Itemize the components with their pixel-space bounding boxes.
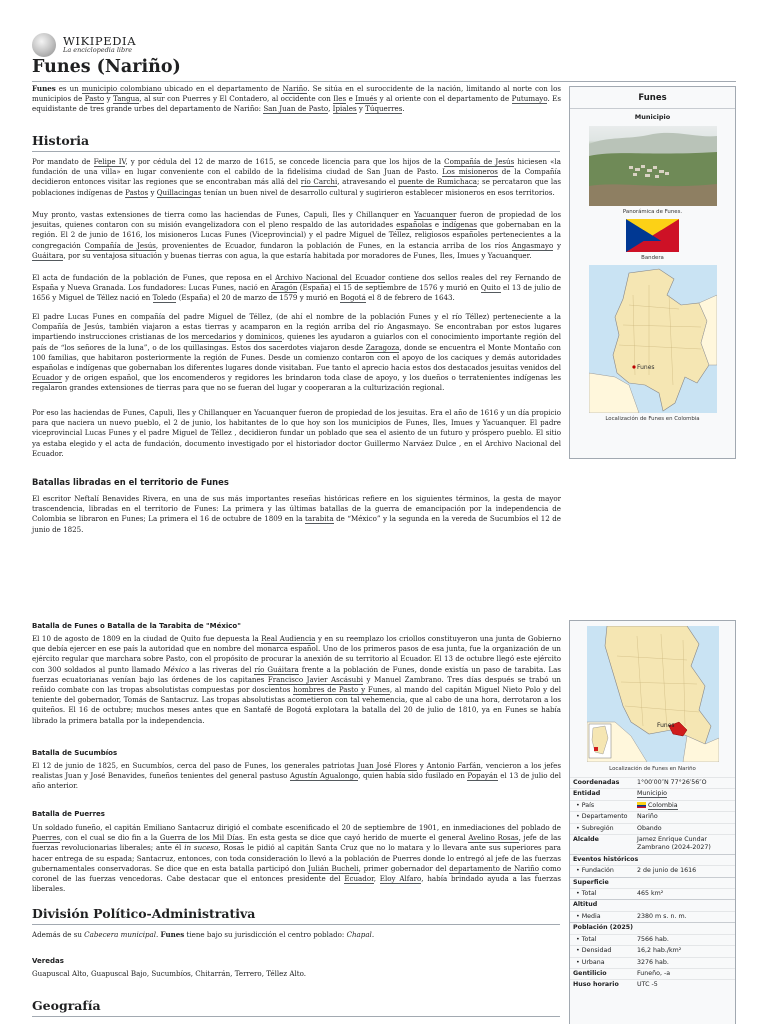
inline-link[interactable]: tarabita xyxy=(305,514,334,524)
inline-link[interactable]: Eloy Alfaro xyxy=(379,874,422,884)
row-poblacion: Población (2025) xyxy=(570,922,735,933)
inline-link[interactable]: río Carchi xyxy=(300,177,338,187)
row-coordenadas: Coordenadas 1°00′00″N 77°26′56″O xyxy=(570,777,735,788)
intro-paragraph: Funes es un municipio colombiano ubicado en el departamento de Nariño. Se sitúa en el suroccidente de la nación, limitando al norte con los municipios de Pasto y Tangua, al sur con Puerres y El Contadero, al occidente con Iles e Imués y al oriente con el departamento de Putumayo. Es equidistante de tres grande urbes del departamento de Nariño: San Juan de Pasto, Ipiales y Túquerres. xyxy=(32,84,561,114)
photo-caption: Panorámica de Funes. xyxy=(622,209,683,215)
row-eventos: Eventos históricos xyxy=(570,854,735,865)
row-altitud: Altitud xyxy=(570,899,735,910)
wikipedia-logo[interactable] xyxy=(32,33,162,55)
colombia-map[interactable] xyxy=(589,265,717,413)
inline-link[interactable]: Agustín Agualongo xyxy=(289,771,359,781)
inline-link[interactable]: Quillacingas xyxy=(156,187,202,197)
inline-link[interactable]: municipio colombiano xyxy=(81,84,162,93)
infobox-top xyxy=(569,86,736,459)
inline-link[interactable]: Antonio Farfán xyxy=(426,761,481,770)
section-puerres-heading: Batalla de Puerres xyxy=(32,810,105,818)
section-tarabita-heading: Batalla de Funes o Batalla de la Tarabita de "México" xyxy=(32,622,241,630)
row-urbana: • Urbana 3276 hab. xyxy=(570,957,735,968)
row-altitud-media: • Media 2380 m s. n. m. xyxy=(570,911,735,922)
inline-link[interactable]: Imués xyxy=(355,94,378,104)
narino-map[interactable] xyxy=(587,626,719,762)
row-huso-horario: Huso horario UTC -5 xyxy=(570,979,735,990)
coordinates-link[interactable]: 1°00′00″N 77°26′56″O xyxy=(637,779,707,786)
flag-triangle xyxy=(626,219,679,252)
historia-paragraph-1: Por mandato de Felipe IV, y por cédula del 12 de marzo de 1615, se concede licencia para que los hijos de la Compañía de Jesús hiciesen «la fundación de una villa» en lugar conveniente con el cabildo de la fidelísima ciudad de San Juan de Pasto. Los misioneros de la Compañía decidieron entonces visitar las regiones que se encontraban más allá del río Carchi, atravesando el puente de Rumichaca; se percataron que las poblaciones indígenas de Pastos y Quillacingas tenían un buen nivel de desarrollo cultural y sugirieron establecer misioneros en esos territorios. xyxy=(32,157,561,197)
row-entidad: Entidad Municipio xyxy=(570,788,735,799)
row-subregion: • Subregión Obando xyxy=(570,823,735,834)
flag-image[interactable] xyxy=(626,219,679,252)
row-alcalde: Alcalde Jamez Enrique Cundar Zambrano (2024-2027) xyxy=(570,834,735,854)
wikipedia-tagline: La enciclopedia libre xyxy=(63,46,133,54)
inline-link[interactable]: españolas xyxy=(396,220,432,230)
section-veredas-heading: Veredas xyxy=(32,957,64,965)
historia-paragraph-5: Por eso las haciendas de Funes, Capuli, Iles y Chillanquer en Yacuanquer fueron de propiedad de los jesuitas. Era el año de 1616 y un día propicio para que naciera un nuevo pueblo, el 2 de junio, los habitantes de lo que hoy son los municipios de Funes, Iles, Imues y Yacuanquer. El padre viceprovincial Lucas Funes y el padre Miguel de Téllez , decidieron fundar un poblado que sea el asiento de un futuro y próspero pueblo. El sitio ya estaba elegido y el acta de fundación, documento investigado por el historiador doctor Guillermo Narváez Dulce , en el Archivo Nacional del Ecuador. xyxy=(32,408,561,458)
historia-paragraph-2: Muy pronto, vastas extensiones de tierra como las haciendas de Funes, Capuli, Iles y Chillanquer en Yacuanquer fueron de propiedad de los jesuitas, quienes contaron con su misión evangelizadora con el pleno respaldo de las autoridades españolas e indígenas que gobernaban en la región. El 2 de junio de 1616, los misioneros Lucas Funes (Viceprovincial) y el padre Miguel de Téllez, religiosos españoles pertenecientes a la congregación Compañía de Jesús, provenientes de Ecuador, fundaron la población de Funes, en la estancia arriba de los ríos Angasmayo y Guáitara, por su ventajosa situación y buenas tierras con agua, la que estaría habitada por moradores de Funes, Iles, Imues y Yacuanquer. xyxy=(32,210,562,260)
inline-link[interactable]: Los misioneros xyxy=(442,167,498,177)
row-densidad: • Densidad 16,2 hab./km² xyxy=(570,945,735,956)
inline-link[interactable]: Compañía de Jesús xyxy=(444,157,515,166)
inline-link[interactable]: Francisco Javier Ascásubi xyxy=(267,674,364,684)
historia-paragraph-3: El acta de fundación de la población de Funes, que reposa en el Archivo Nacional del Ecuador contiene dos sellos reales del rey Fernando de España y Nueva Granada. Los fundadores: Lucas Funes, nació en Aragón (España) el 15 de septiembre de 1576 y murió en Quito el 13 de julio de 1656 y Miguel de Téllez nació en Toledo (España) el 20 de marzo de 1579 y murió en Bogotá el 8 de febrero de 1643. xyxy=(32,273,561,303)
historia-paragraph-4: El padre Lucas Funes en compañía del padre Miguel de Téllez, (de ahí el nombre de la población Funes y el río Téllez) perteneciente a la Compañía de Jesús, también viajaron a estas tierras y acamparon en la región arriba del río Angasmayo. Se encontraban por estos lugares impartiendo instrucciones cristianas de los mercedarios y dominicos, quienes les ayudaron a guiarlos con el conocimiento importante región del país de “los señores de la luna”, o de los quillasingas. Estos dos sacerdotes viajaron desde Zaragoza, donde se encuentra el Monte Montaño con 100 familias, que habitaron posteriormente la región de Funes. Desde un comienzo contaron con el apoyo de los caciques y demás autoridades españolas e indígenas que gobernaban los diferentes lugares donde visitaban. Fue tanto el aprecio hacia estos dos destacados jesuitas venidos del Ecuador y de origen español, que los encomenderos y regidores les brindaron toda clase de apoyo, y los dueños o terratenientes indígenas les regalaron grandes extensiones de tierras para que no se fueran del lugar y cooperaran a la culturización regional. xyxy=(32,312,561,393)
inline-link[interactable]: mercedarios xyxy=(191,332,237,342)
inline-link[interactable]: San Juan de Pasto xyxy=(263,104,329,114)
narino-map-funes-label: Funes xyxy=(656,722,675,729)
entidad-link[interactable]: Municipio xyxy=(637,790,667,798)
section-division-heading: División Político-Administrativa xyxy=(32,906,560,925)
inline-link[interactable]: Felipe IV xyxy=(93,157,126,166)
inline-link[interactable]: Aragón xyxy=(271,283,298,293)
colombia-map-image xyxy=(589,265,717,413)
inline-link[interactable]: Popayán xyxy=(467,771,498,781)
infobox-title: Funes xyxy=(570,87,735,109)
inline-link[interactable]: Compañía de Jesús xyxy=(84,240,156,250)
inline-link[interactable]: Bogotá xyxy=(340,293,366,303)
section-batallas-heading: Batallas libradas en el territorio de Funes xyxy=(32,477,229,487)
wikipedia-wordmark: WIKIPEDIA xyxy=(63,34,137,48)
inline-link[interactable]: Túquerres xyxy=(365,104,403,114)
batallas-paragraph: El escritor Neftalí Benavides Rivera, en una de sus más importantes reseñas históricas refiere en los siguientes términos, la gesta de mayor trascendencia, libradas en el territorio de Funes: La primera y las últimas batallas de la guerra de emancipación por la independencia de Colombia se libraron en Funes; La primera el 16 de octubre de 1809 en la tarabita de “México” y la segunda en la vereda de Sucumbíos el 12 de junio de 1825. xyxy=(32,494,561,534)
inline-link[interactable]: Tangua xyxy=(113,94,140,104)
inline-link[interactable]: Guerra de los Mil Días xyxy=(159,833,243,843)
section-historia-heading: Historia xyxy=(32,133,560,152)
inline-link[interactable]: Nariño xyxy=(282,84,308,93)
panorama-image xyxy=(589,126,717,206)
colombia-map-caption: Localización de Funes en Colombia xyxy=(605,416,700,422)
inline-link[interactable]: Putumayo xyxy=(511,94,548,104)
sucumbios-paragraph: El 12 de junio de 1825, en Sucumbíos, cerca del paso de Funes, los generales patriotas Juan José Flores y Antonio Farfán, vencieron a los jefes realistas Juan y José Benavides, funeños tenientes del general pastuso Agustín Agualongo, quien había sido fusilado en Popayán el 13 de julio del año anterior. xyxy=(32,761,562,791)
inline-link[interactable]: río Guáitara xyxy=(254,664,299,674)
inline-link[interactable]: Pasto xyxy=(84,94,105,104)
page-title: Funes (Nariño) xyxy=(32,57,736,82)
inline-link[interactable]: Toledo xyxy=(152,293,177,303)
infobox-bottom xyxy=(569,620,736,1024)
inline-link[interactable]: Ecuador xyxy=(32,373,63,383)
narino-map-image xyxy=(587,626,719,762)
inline-link[interactable]: departamento de Nariño xyxy=(449,863,540,873)
tarabita-paragraph: El 10 de agosto de 1809 en la ciudad de Quito fue depuesta la Real Audiencia y en su reemplazo los criollos constituyeron una junta de Gobierno que debía ejercer en ese país la autoridad que en nombre del monarca español. Uno de los primeros pasos de esa junta, fue la organización de un ejército regular que marchara sobre Pasto, con el propósito de procurar la anexión de su territorio al Ecuador. El 13 de octubre llegó este ejército con 300 soldados al punto llamado México a las riveras del río Guáitara frente a la población de Funes, donde existía un paso de tarabita. Las fuerzas ecuatorianas venían bajo las órdenes de los capitanes Francisco Javier Ascásubi y Manuel Zambrano. Tres días después se trabó un reñido combate con las tropas absolutistas compuestas por doscientos hombres de Pasto y Funes, al mando del capitán Miguel Nieto Polo y del teniente del gobernador, Tomás de Santacruz. Las tropas absolutistas acometieron con tal vehemencia, que al cabo de una hora, derrotaron a los quiteños. El 16 de octubre; muchos meses antes que en Santafé de Bogotá explotara la batalla del 20 de julio de 1810, ya en Funes se había librado la primera batalla por la independencia. xyxy=(32,634,562,725)
pais-link[interactable]: Colombia xyxy=(648,801,678,809)
inline-link[interactable]: Angasmayo xyxy=(511,240,554,250)
inline-link[interactable]: dominicos xyxy=(245,332,283,342)
colombia-flag-icon xyxy=(637,802,646,808)
inline-link[interactable]: Zaragoza xyxy=(365,342,400,352)
inline-link[interactable]: Julián Bucheli xyxy=(308,863,359,873)
inline-link[interactable]: Pastos xyxy=(125,187,149,197)
inline-link[interactable]: Ipiales xyxy=(332,104,357,114)
inline-link[interactable]: Archivo Nacional del Ecuador xyxy=(275,273,386,282)
section-sucumbios-heading: Batalla de Sucumbíos xyxy=(32,749,118,757)
row-poblacion-total: • Total 7566 hab. xyxy=(570,934,735,945)
inline-link[interactable]: hombres de Pasto y Funes xyxy=(293,685,390,695)
row-fundacion: • Fundación 2 de junio de 1616 xyxy=(570,865,735,876)
puerres-paragraph: Un soldado funeño, el capitán Emiliano Santacruz dirigió el combate escenificado el 20 de septiembre de 1901, en inmediaciones del poblado de Puerres, con el cual se dio fin a la Guerra de los Mil Días. En esta gesta se dice que cayó herido de muerte el general Avelino Rosas, jefe de las fuerzas revolucionarias liberales; ante él in suceso, Rosas le pidió al capitán Santa Cruz que no lo matara y lo llevara ante sus superiores para hacer entrega de su espada; Santacruz, entonces, con toda consideración lo llevó a la población de Puerres donde lo entregó al jefe de las fuerzas gubernamentales conservadoras. Se dice que en esta batalla participó don Julián Bucheli, primer gobernador del departamento de Nariño como coronel de las fuerzas vencedoras. Cabe destacar que el entonces presidente del Ecuador, Eloy Alfaro, había brindado ayuda a las fuerzas liberales. xyxy=(32,823,562,894)
inline-link[interactable]: Juan José Flores xyxy=(357,761,417,770)
departamento-link[interactable]: Nariño xyxy=(637,813,658,821)
inline-link[interactable]: puente de Rumichaca xyxy=(398,177,477,187)
narino-map-caption: Localización de Funes en Nariño xyxy=(609,766,696,772)
map-funes-label: Funes xyxy=(636,364,655,371)
wikipedia-globe-icon xyxy=(32,33,56,57)
section-geografia-heading: Geografía xyxy=(32,998,560,1017)
veredas-list: Guapuscal Alto, Guapuscal Bajo, Sucumbíos, Chitarrán, Terrero, Téllez Alto. xyxy=(32,969,306,978)
infobox-subtitle: Municipio xyxy=(634,113,671,121)
inline-link[interactable]: Iles xyxy=(333,94,347,104)
inline-link[interactable]: indígenas xyxy=(442,220,478,230)
inline-link[interactable]: Puerres xyxy=(32,833,61,843)
panorama-photo[interactable] xyxy=(589,126,717,206)
row-departamento: • Departamento Nariño xyxy=(570,811,735,822)
row-pais: • País Colombia xyxy=(570,800,735,811)
inline-link[interactable]: Avelino Rosas xyxy=(468,833,519,843)
row-superficie: Superficie xyxy=(570,877,735,888)
inline-link[interactable]: Real Audiencia xyxy=(261,634,316,643)
inline-link[interactable]: Ecuador xyxy=(344,874,374,884)
inline-link[interactable]: Guáitara xyxy=(32,250,64,260)
row-gentilicio: Gentilicio Funeño, -a xyxy=(570,968,735,979)
division-paragraph: Además de su Cabecera municipal. Funes tiene bajo su jurisdicción el centro poblado: Chapal. xyxy=(32,930,375,939)
row-superficie-total: • Total 465 km² xyxy=(570,888,735,899)
flag-caption: Bandera xyxy=(641,255,664,261)
inline-link[interactable]: Yacuanquer xyxy=(413,210,457,219)
inline-link[interactable]: Quito xyxy=(480,283,501,293)
subregion-link[interactable]: Obando xyxy=(637,824,662,832)
